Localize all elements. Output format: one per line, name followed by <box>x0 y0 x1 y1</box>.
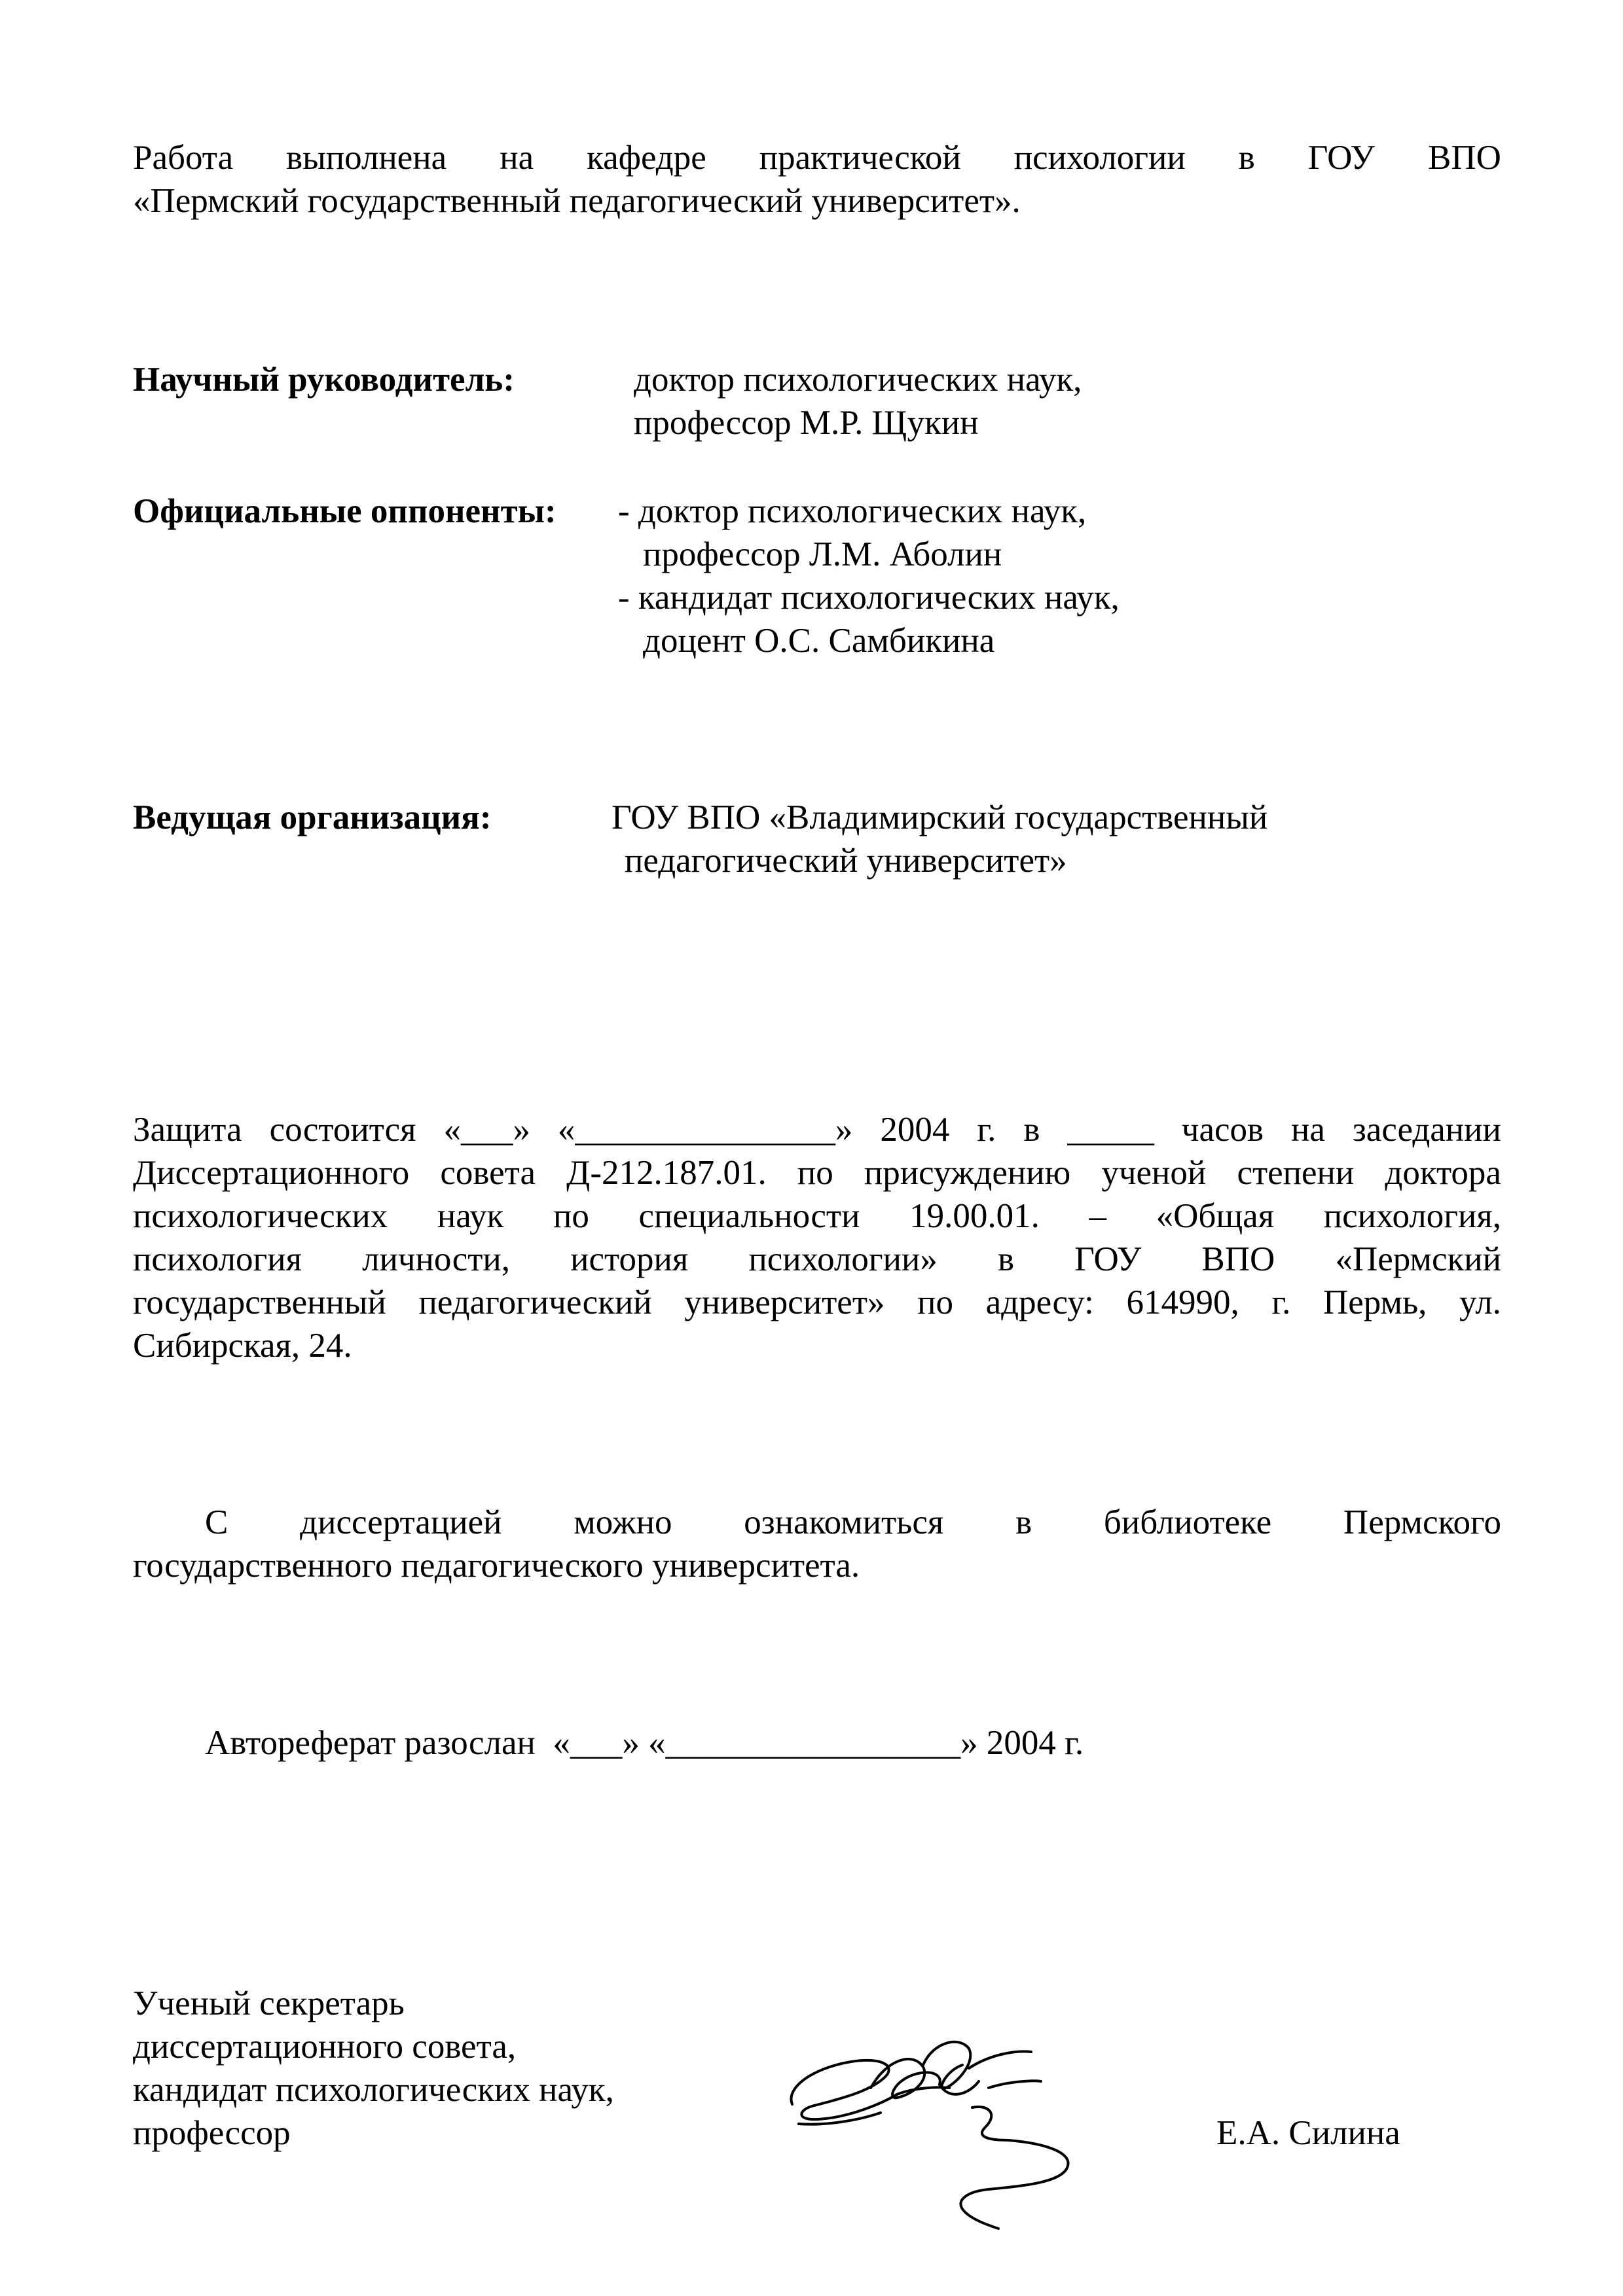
defense-word: г. <box>1271 1283 1291 1321</box>
defense-word: степени <box>1237 1154 1355 1192</box>
intro-word: ГОУ <box>1307 139 1375 177</box>
defense-word: совета <box>440 1154 536 1192</box>
intro-word: Работа <box>133 139 234 177</box>
leading-org-line-1: ГОУ ВПО «Владимирский государственный <box>611 798 1268 836</box>
defense-word: психологических <box>133 1197 388 1235</box>
defense-word: состоится <box>269 1111 416 1149</box>
leading-org-label: Ведущая организация: <box>133 798 492 836</box>
defense-word: психологии» <box>748 1240 938 1278</box>
defense-word: ученой <box>1101 1154 1207 1192</box>
defense-word: психология <box>133 1240 302 1278</box>
defense-word: Защита <box>133 1111 242 1149</box>
defense-word: Пермь, <box>1322 1283 1427 1321</box>
defense-word: в <box>1023 1111 1040 1149</box>
library-word: диссертацией <box>300 1503 502 1541</box>
defense-word: «___» <box>443 1111 530 1149</box>
defense-word: государственный <box>133 1283 386 1321</box>
opponent-1-name: профессор Л.М. Аболин <box>643 535 1002 573</box>
opponent-1-degree: - доктор психологических наук, <box>618 492 1087 530</box>
intro-word: выполнена <box>286 139 447 177</box>
defense-word: по <box>797 1154 833 1192</box>
defense-word: доктора <box>1385 1154 1501 1192</box>
defense-word: заседании <box>1352 1111 1501 1149</box>
defense-word: педагогический <box>418 1283 652 1321</box>
library-line-2: государственного педагогического университета. <box>133 1547 860 1585</box>
secretary-title-4: профессор <box>133 2114 291 2152</box>
intro-line-2: «Пермский государственный педагогический университет». <box>133 182 1021 220</box>
defense-word: университет» <box>684 1283 885 1321</box>
defense-word: ул. <box>1459 1283 1501 1321</box>
supervisor-name: профессор М.Р. Щукин <box>634 404 979 442</box>
defense-word: по <box>553 1197 589 1235</box>
defense-word: «Общая <box>1156 1197 1275 1235</box>
library-line-1 <box>205 1501 1501 1544</box>
defense-line-2 <box>133 1151 1501 1194</box>
defense-word: ВПО <box>1201 1240 1275 1278</box>
defense-line-3 <box>133 1194 1501 1238</box>
library-word: Пермского <box>1343 1503 1501 1541</box>
intro-word: практической <box>759 139 961 177</box>
signature-icon <box>773 1990 1113 2238</box>
defense-word: по <box>917 1283 953 1321</box>
defense-word: ГОУ <box>1074 1240 1142 1278</box>
intro-word: ВПО <box>1427 139 1501 177</box>
defense-line-1 <box>133 1108 1501 1151</box>
library-word: С <box>205 1503 228 1541</box>
defense-word: 2004 <box>880 1111 950 1149</box>
defense-word: специальности <box>638 1197 860 1235</box>
secretary-name: Е.А. Силина <box>1216 2114 1400 2152</box>
defense-line-4 <box>133 1238 1501 1281</box>
defense-word: – <box>1089 1197 1106 1235</box>
library-word: ознакомиться <box>744 1503 944 1541</box>
leading-org-line-2: педагогический университет» <box>625 842 1067 880</box>
defense-word: г. <box>977 1111 996 1149</box>
defense-word: Диссертационного <box>133 1154 410 1192</box>
intro-word: на <box>500 139 534 177</box>
defense-word: 614990, <box>1126 1283 1239 1321</box>
defense-word: история <box>570 1240 689 1278</box>
intro-word: кафедре <box>587 139 706 177</box>
intro-word: в <box>1238 139 1255 177</box>
defense-word: адресу: <box>985 1283 1094 1321</box>
abstract-sent-line: Автореферат разослан «___» «_________________» 2004 г. <box>205 1724 1084 1762</box>
secretary-title-1: Ученый секретарь <box>133 1984 405 2022</box>
opponent-2-degree: - кандидат психологических наук, <box>618 579 1120 617</box>
supervisor-label: Научный руководитель: <box>133 361 515 399</box>
defense-word: «Пермский <box>1335 1240 1501 1278</box>
defense-word: _____ <box>1067 1111 1154 1149</box>
defense-word: личности, <box>362 1240 511 1278</box>
library-word: в <box>1015 1503 1032 1541</box>
defense-line-5 <box>133 1281 1501 1324</box>
defense-word: «_______________» <box>557 1111 853 1149</box>
defense-word: на <box>1291 1111 1325 1149</box>
defense-line-6: Сибирская, 24. <box>133 1327 352 1365</box>
supervisor-degree: доктор психологических наук, <box>634 361 1082 399</box>
intro-word: психологии <box>1013 139 1186 177</box>
intro-line-1 <box>133 136 1501 179</box>
defense-word: часов <box>1181 1111 1264 1149</box>
library-word: библиотеке <box>1103 1503 1272 1541</box>
defense-word: присуждению <box>864 1154 1071 1192</box>
opponents-label: Официальные оппоненты: <box>133 492 556 530</box>
defense-word: Д-212.187.01. <box>566 1154 767 1192</box>
defense-word: в <box>997 1240 1014 1278</box>
defense-word: наук <box>437 1197 504 1235</box>
defense-word: 19.00.01. <box>909 1197 1040 1235</box>
defense-word: психология, <box>1323 1197 1501 1235</box>
library-word: можно <box>574 1503 672 1541</box>
secretary-title-2: диссертационного совета, <box>133 2028 517 2066</box>
opponent-2-name: доцент О.С. Самбикина <box>643 622 995 660</box>
secretary-title-3: кандидат психологических наук, <box>133 2071 614 2109</box>
